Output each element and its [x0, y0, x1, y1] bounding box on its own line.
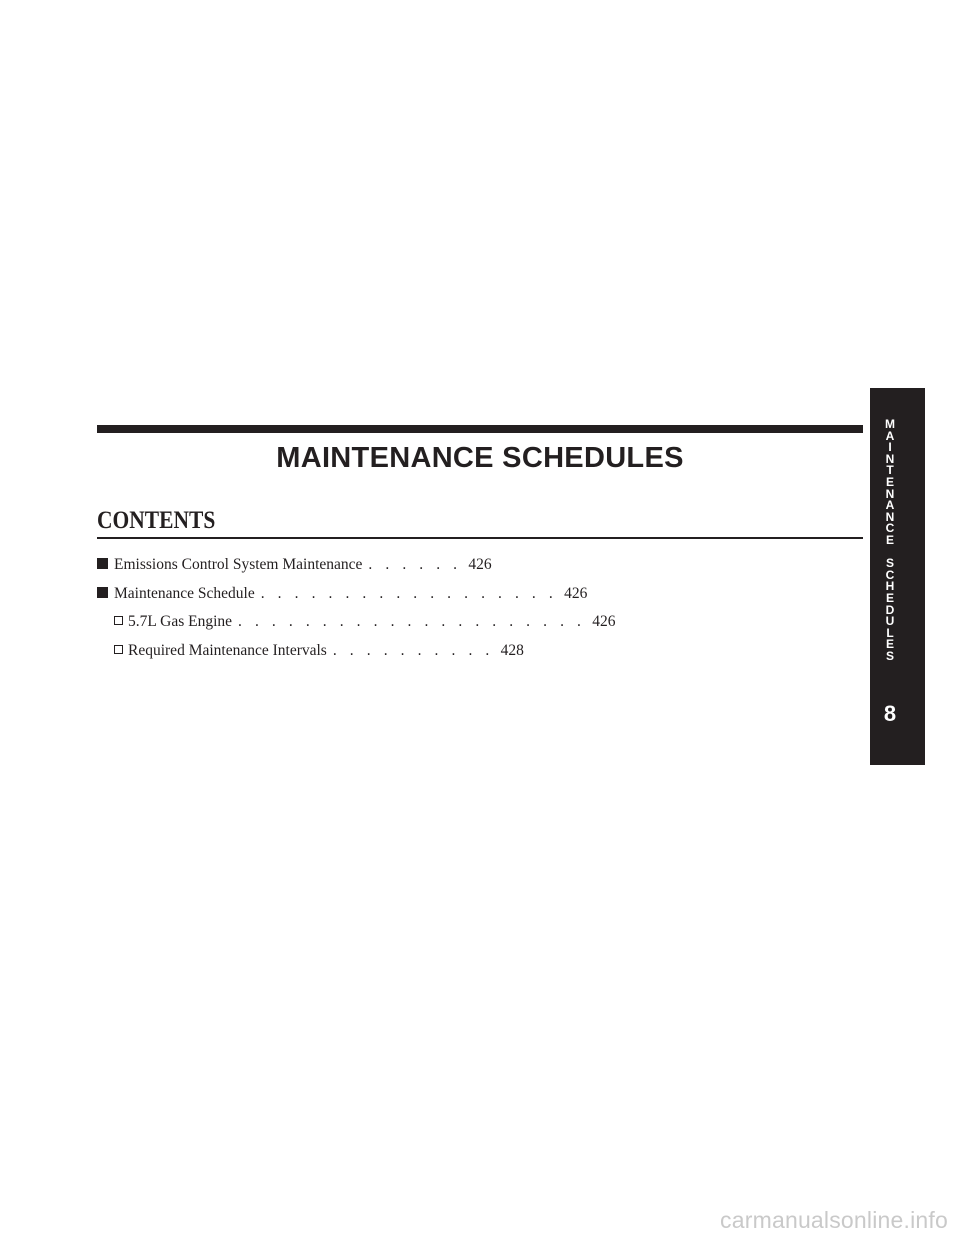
- toc-subentry[interactable]: [97, 641, 524, 671]
- toc-page-number: 428: [500, 641, 524, 659]
- contents-rule: [97, 537, 863, 539]
- toc-page-number: 426: [592, 613, 616, 630]
- toc-entry-label: Required Maintenance Intervals: [128, 641, 327, 659]
- table-of-contents: [97, 556, 616, 670]
- toc-entry[interactable]: [97, 556, 492, 585]
- watermark: carmanualsonline.info: [720, 1207, 948, 1233]
- contents-heading: CONTENTS: [97, 507, 216, 534]
- toc-page-number: 426: [468, 556, 492, 573]
- toc-dot-leader: . . . . . . . . . . . . . . . . . . . . .: [238, 613, 586, 630]
- side-tab-chapter-number: 8: [883, 701, 897, 726]
- toc-dot-leader: . . . . . . . . . . . . . . . . . .: [260, 584, 558, 602]
- chapter-top-rule: [97, 425, 863, 433]
- toc-subentry[interactable]: [97, 613, 616, 642]
- toc-entry-label: Emissions Control System Maintenance: [114, 556, 363, 573]
- toc-entry[interactable]: [97, 584, 588, 614]
- toc-dot-leader: . . . . . .: [368, 556, 462, 573]
- toc-page-number: 426: [564, 584, 588, 602]
- filled-square-bullet-icon: [97, 587, 108, 598]
- open-square-bullet-icon: [114, 645, 123, 654]
- chapter-side-tab[interactable]: [870, 388, 925, 765]
- side-tab-label: M A I N T E N A N C E S C H E D U L E S: [885, 417, 895, 663]
- toc-dot-leader: . . . . . . . . . .: [332, 641, 494, 659]
- filled-square-bullet-icon: [97, 558, 108, 569]
- open-square-bullet-icon: [114, 616, 123, 625]
- toc-entry-label: Maintenance Schedule: [114, 584, 255, 602]
- toc-entry-label: 5.7L Gas Engine: [128, 613, 233, 630]
- chapter-title: MAINTENANCE SCHEDULES: [276, 442, 684, 474]
